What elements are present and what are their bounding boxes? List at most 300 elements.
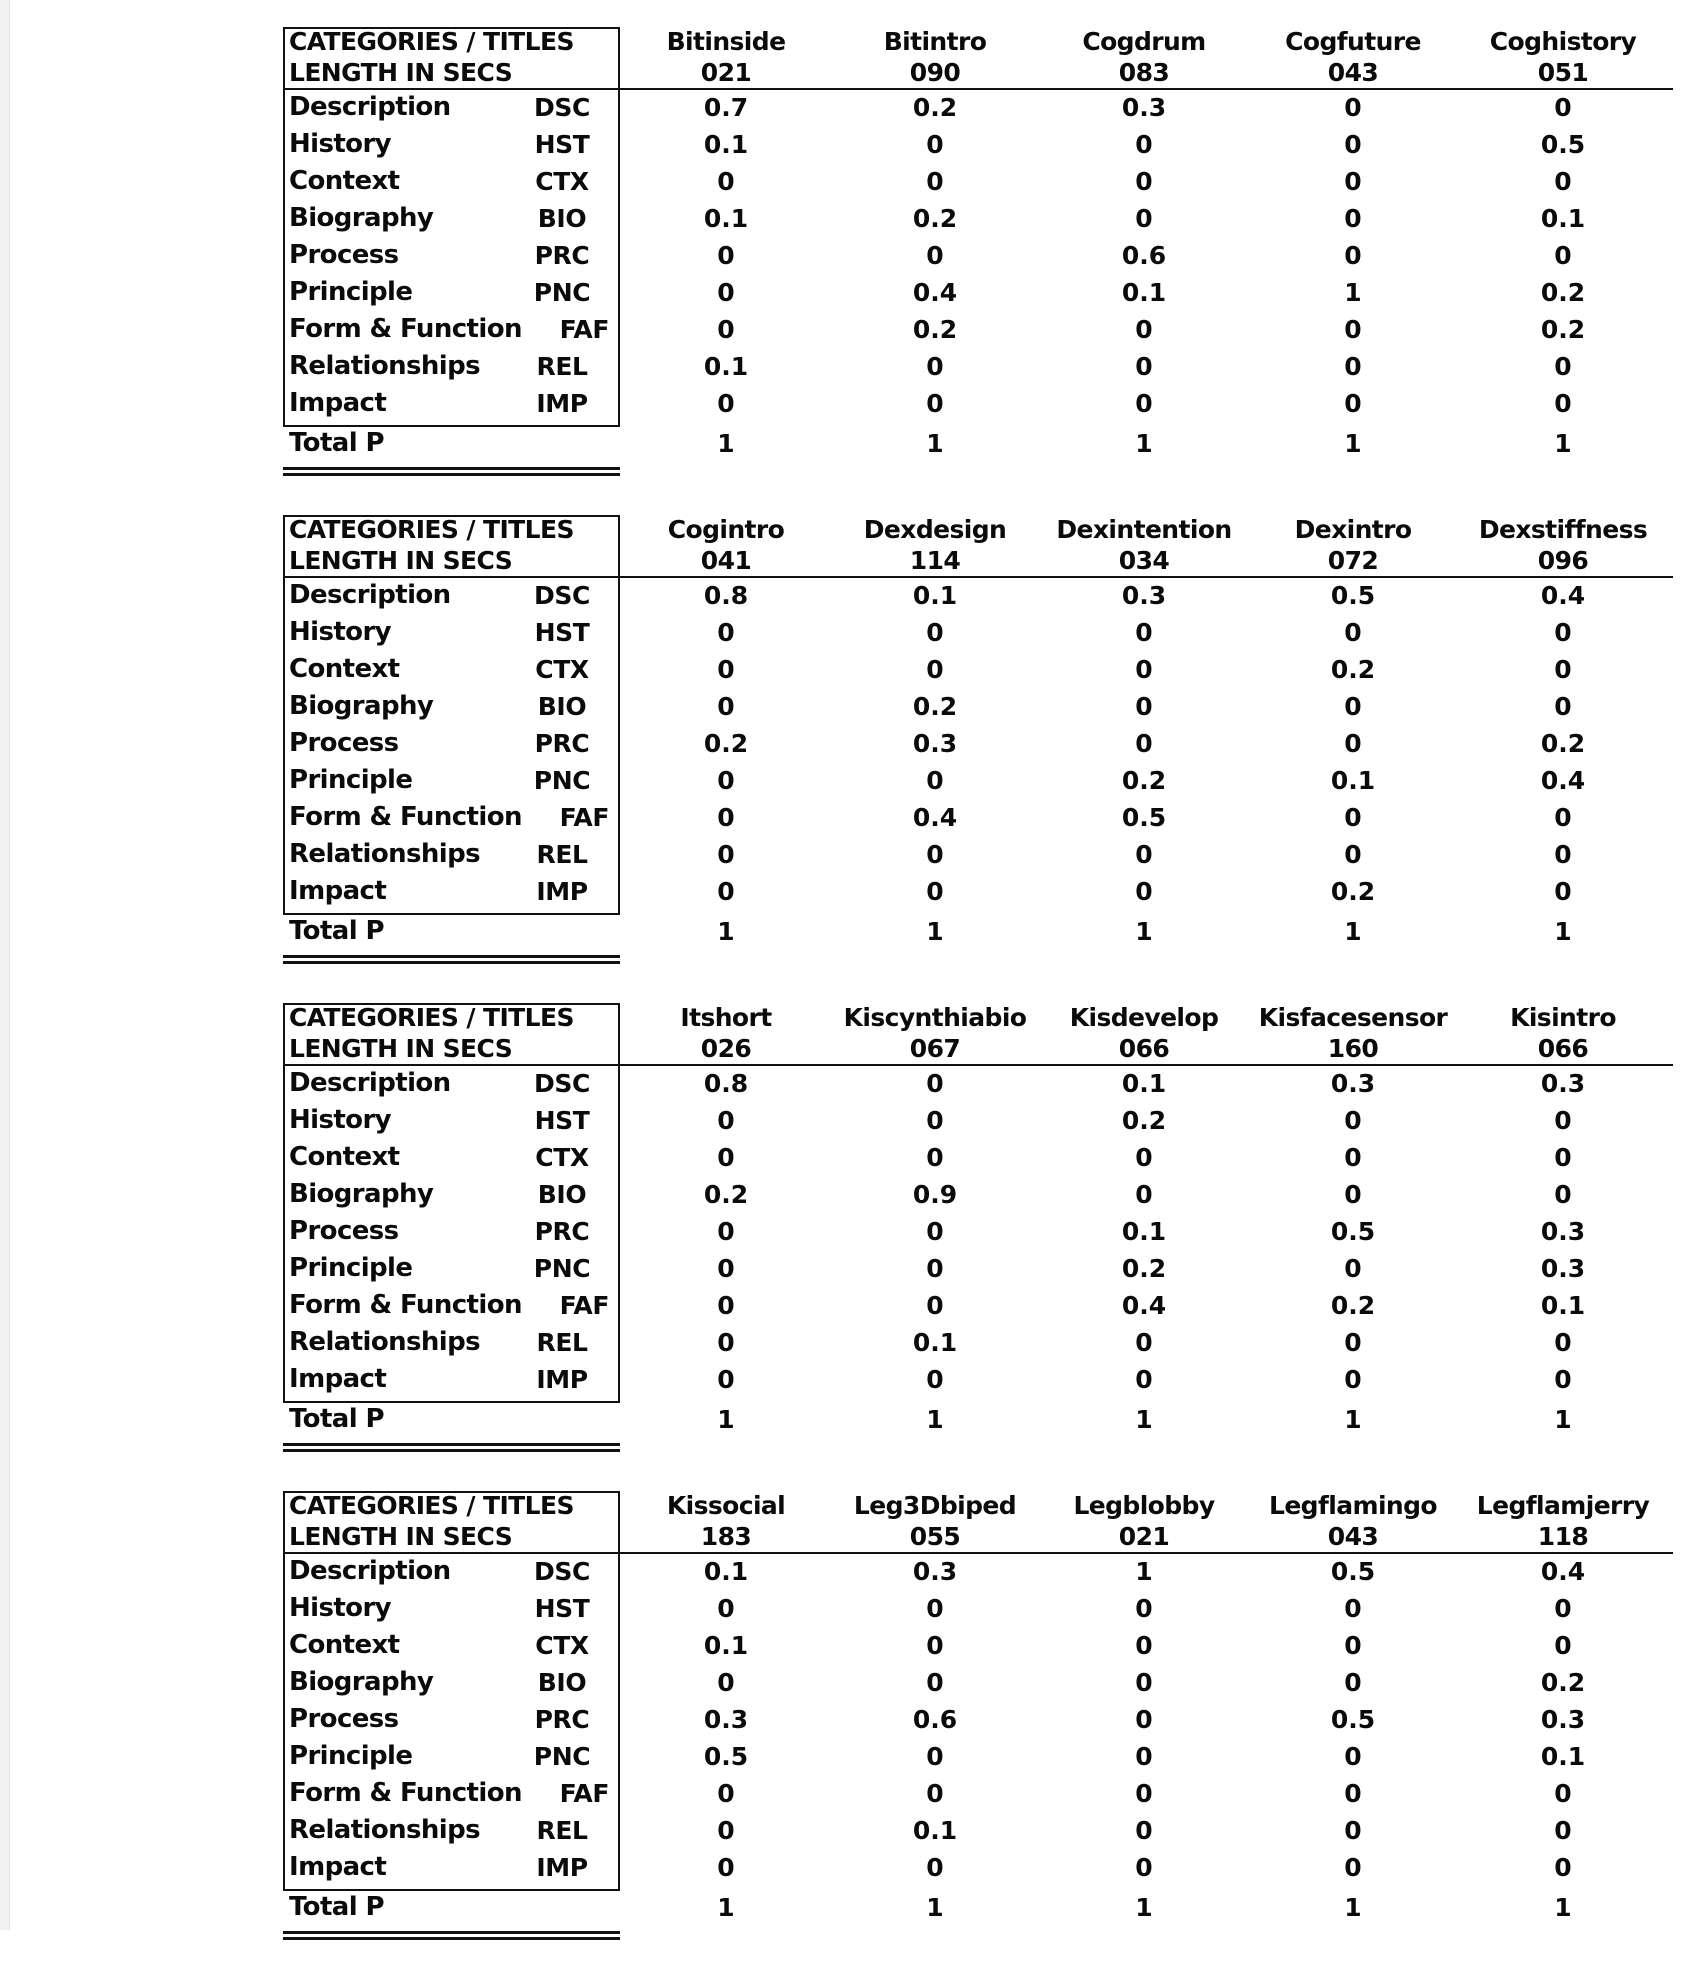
category-code: HST [534,1106,590,1135]
table-row [283,348,1673,385]
value-cell: 0 [1135,655,1153,684]
title-name: Itshort [680,1003,772,1032]
category-name: Description [289,1556,451,1586]
value-cell: 0 [1344,1106,1362,1135]
title-column-header [621,1003,831,1064]
category-table [283,1003,1673,1491]
value-cell: 0 [1554,167,1572,196]
value-cell: 0.3 [1540,1705,1586,1734]
value-cell: 0 [926,1365,944,1394]
value-cell: 0 [1554,692,1572,721]
category-name: History [289,1105,392,1135]
value-cell: 0.5 [1330,1217,1376,1246]
page-left-edge [0,0,10,1930]
table-row [283,1250,1673,1287]
value-cell: 0 [1344,1365,1362,1394]
title-length: 067 [909,1034,961,1063]
category-code: PRC [534,729,590,758]
title-length: 090 [909,58,961,87]
category-code: IMP [536,877,588,906]
table-row [283,725,1673,762]
total-row [283,1401,1673,1438]
value-cell: 0.4 [1540,766,1586,795]
category-name: Form & Function [289,1290,522,1320]
category-name: Relationships [289,1815,481,1845]
value-cell: 0.5 [703,1742,749,1771]
table-row [283,1324,1673,1361]
value-cell: 0.1 [1121,1217,1167,1246]
value-cell: 0 [1344,1779,1362,1808]
table-row [283,1287,1673,1324]
value-cell: 0 [926,241,944,270]
category-name: Description [289,1068,451,1098]
total-double-rule [283,1937,620,1940]
category-code: PRC [534,1705,590,1734]
title-length: 114 [909,546,961,575]
value-cell: 0.2 [912,93,958,122]
category-code: PNC [533,1742,591,1771]
category-code: CTX [535,1631,589,1660]
value-cell: 0 [1554,1816,1572,1845]
length-in-secs-header: LENGTH IN SECS [289,58,513,87]
category-code: BIO [537,1180,587,1209]
category-table [283,515,1673,1003]
value-cell: 0 [1135,204,1153,233]
title-name: Cogintro [667,515,785,544]
table-row [283,1065,1673,1102]
value-cell: 0 [717,655,735,684]
table-row [283,1139,1673,1176]
title-name: Dexintention [1056,515,1232,544]
value-cell: 0.2 [1330,1291,1376,1320]
total-double-rule [283,473,620,476]
total-label: Total P [289,1892,384,1922]
value-cell: 0 [1135,1180,1153,1209]
title-column-header [621,1491,831,1552]
title-name: Dexdesign [863,515,1007,544]
value-cell: 0.6 [1121,241,1167,270]
value-cell: 0.1 [912,1816,958,1845]
value-cell: 0 [717,1291,735,1320]
title-length: 026 [700,1034,752,1063]
value-cell: 0 [717,1328,735,1357]
value-cell: 0.5 [1540,130,1586,159]
title-name: Coghistory [1489,27,1637,56]
value-cell: 0.3 [912,729,958,758]
value-cell: 0 [717,1779,735,1808]
value-cell: 0 [1344,389,1362,418]
value-cell: 0.2 [1540,1668,1586,1697]
total-cell: 1 [1554,917,1572,946]
value-cell: 0 [1135,1705,1153,1734]
table-row [283,237,1673,274]
value-cell: 0 [1554,1106,1572,1135]
title-name: Cogfuture [1285,27,1421,56]
title-name: Kisdevelop [1069,1003,1219,1032]
table-row [283,163,1673,200]
category-name: Biography [289,691,434,721]
value-cell: 0 [717,1254,735,1283]
category-name: Impact [289,388,387,418]
category-code: CTX [535,655,589,684]
title-name: Legblobby [1073,1491,1215,1520]
table-row [283,1701,1673,1738]
value-cell: 0.2 [1121,766,1167,795]
value-cell: 0 [717,389,735,418]
total-cell: 1 [1554,429,1572,458]
title-column-header [1458,515,1668,576]
title-length: 034 [1118,546,1170,575]
length-in-secs-header: LENGTH IN SECS [289,1034,513,1063]
table-row [283,799,1673,836]
category-code: HST [534,618,590,647]
title-column-header [1248,1003,1458,1064]
title-length: 066 [1537,1034,1589,1063]
value-cell: 0 [1344,692,1362,721]
category-name: Form & Function [289,314,522,344]
value-cell: 0.5 [1330,581,1376,610]
value-cell: 0.1 [1540,204,1586,233]
value-cell: 0.2 [1121,1106,1167,1135]
value-cell: 0 [926,1069,944,1098]
value-cell: 0.8 [703,1069,749,1098]
value-cell: 0.7 [703,93,749,122]
total-cell: 1 [926,1893,944,1922]
category-code: BIO [537,204,587,233]
value-cell: 0 [926,840,944,869]
value-cell: 0 [926,1853,944,1882]
value-cell: 0.1 [912,581,958,610]
value-cell: 0 [1135,352,1153,381]
title-name: Dexintro [1294,515,1412,544]
category-code: PNC [533,278,591,307]
value-cell: 0 [1554,1328,1572,1357]
value-cell: 0.2 [912,204,958,233]
title-column-header [1248,515,1458,576]
value-cell: 0 [1344,1328,1362,1357]
value-cell: 0.1 [1121,278,1167,307]
table-row [283,1849,1673,1886]
total-cell: 1 [1135,917,1153,946]
title-name: Cogdrum [1082,27,1206,56]
value-cell: 0 [717,1816,735,1845]
value-cell: 0 [926,389,944,418]
title-length: 183 [700,1522,752,1551]
value-cell: 0 [717,803,735,832]
value-cell: 0 [1554,352,1572,381]
value-cell: 0.2 [1540,315,1586,344]
total-cell: 1 [926,1405,944,1434]
value-cell: 0 [926,618,944,647]
value-cell: 0 [1344,204,1362,233]
value-cell: 0.1 [912,1328,958,1357]
value-cell: 0.4 [1540,581,1586,610]
value-cell: 0 [1344,618,1362,647]
total-cell: 1 [1135,1893,1153,1922]
title-name: Legflamjerry [1476,1491,1650,1520]
total-cell: 1 [1554,1893,1572,1922]
total-cell: 1 [717,1405,735,1434]
category-name: Impact [289,1364,387,1394]
category-name: Relationships [289,1327,481,1357]
title-column-header [830,515,1040,576]
category-name: Biography [289,203,434,233]
value-cell: 0.4 [912,278,958,307]
value-cell: 0.9 [912,1180,958,1209]
value-cell: 0.1 [1540,1291,1586,1320]
value-cell: 0.4 [912,803,958,832]
value-cell: 0 [926,352,944,381]
value-cell: 0 [1135,1816,1153,1845]
table-row [283,1176,1673,1213]
value-cell: 0.3 [1330,1069,1376,1098]
table-row [283,614,1673,651]
value-cell: 0.1 [703,130,749,159]
value-cell: 0.3 [1540,1069,1586,1098]
category-code: FAF [559,803,609,832]
value-cell: 0 [717,167,735,196]
title-name: Leg3Dbiped [853,1491,1017,1520]
title-column-header [1458,1003,1668,1064]
category-code: BIO [537,1668,587,1697]
value-cell: 0 [1135,618,1153,647]
category-code: FAF [559,315,609,344]
value-cell: 0.2 [912,315,958,344]
table-row [283,1102,1673,1139]
value-cell: 0 [717,315,735,344]
value-cell: 0 [1344,840,1362,869]
categories-titles-header: CATEGORIES / TITLES [289,1003,574,1032]
title-length: 096 [1537,546,1589,575]
value-cell: 0.2 [1330,877,1376,906]
value-cell: 0 [717,1594,735,1623]
value-cell: 0 [926,1668,944,1697]
title-length: 118 [1537,1522,1589,1551]
value-cell: 0 [1344,315,1362,344]
category-code: REL [536,1328,588,1357]
total-cell: 1 [926,429,944,458]
total-cell: 1 [717,1893,735,1922]
category-name: Impact [289,1852,387,1882]
title-name: Bitinside [666,27,786,56]
table-row [283,385,1673,422]
title-column-header [1458,1491,1668,1552]
value-cell: 0 [1344,1631,1362,1660]
categories-titles-header: CATEGORIES / TITLES [289,1491,574,1520]
total-row [283,913,1673,950]
value-cell: 0 [1135,1668,1153,1697]
table-row [283,688,1673,725]
value-cell: 0.3 [1121,581,1167,610]
title-name: Dexstiffness [1478,515,1648,544]
value-cell: 0 [1554,618,1572,647]
title-length: 083 [1118,58,1170,87]
value-cell: 0 [1135,315,1153,344]
title-column-header [1039,27,1249,88]
value-cell: 0 [1554,93,1572,122]
value-cell: 0 [1344,167,1362,196]
value-cell: 0.4 [1540,1557,1586,1586]
value-cell: 0 [1554,1779,1572,1808]
value-cell: 0 [1344,93,1362,122]
value-cell: 0 [1344,1853,1362,1882]
value-cell: 0.8 [703,581,749,610]
value-cell: 0 [1344,1594,1362,1623]
table-row [283,1738,1673,1775]
title-length: 043 [1327,1522,1379,1551]
total-cell: 1 [1344,429,1362,458]
table-row [283,274,1673,311]
category-name: Context [289,1142,400,1172]
title-column-header [1039,1003,1249,1064]
value-cell: 0 [717,1143,735,1172]
category-code: CTX [535,167,589,196]
total-double-rule [283,1449,620,1452]
title-column-header [830,27,1040,88]
total-cell: 1 [1135,1405,1153,1434]
total-double-rule [283,955,620,958]
category-table [283,27,1673,515]
value-cell: 0 [1135,167,1153,196]
title-column-header [1248,1491,1458,1552]
value-cell: 0.2 [1540,729,1586,758]
value-cell: 0.1 [703,1631,749,1660]
value-cell: 0 [926,877,944,906]
value-cell: 0 [1554,1180,1572,1209]
category-name: Context [289,166,400,196]
table-row [283,1590,1673,1627]
title-name: Kiscynthiabio [843,1003,1027,1032]
total-cell: 1 [1135,429,1153,458]
category-name: Impact [289,876,387,906]
category-code: DSC [534,1069,590,1098]
categories-titles-header: CATEGORIES / TITLES [289,515,574,544]
value-cell: 0 [717,840,735,869]
value-cell: 0 [1135,692,1153,721]
value-cell: 0 [717,1106,735,1135]
value-cell: 0.3 [703,1705,749,1734]
title-column-header [1039,515,1249,576]
category-name: Principle [289,1741,413,1771]
table-row [283,126,1673,163]
value-cell: 0 [926,766,944,795]
category-table [283,1491,1673,1979]
value-cell: 0 [1554,389,1572,418]
value-cell: 0.3 [1540,1217,1586,1246]
title-column-header [830,1491,1040,1552]
category-code: PRC [534,1217,590,1246]
value-cell: 0 [1135,877,1153,906]
value-cell: 0 [1344,1668,1362,1697]
category-name: Biography [289,1179,434,1209]
title-column-header [621,27,831,88]
value-cell: 0 [926,1779,944,1808]
value-cell: 0.5 [1330,1557,1376,1586]
value-cell: 0.6 [912,1705,958,1734]
value-cell: 0 [1554,803,1572,832]
total-cell: 1 [1344,1405,1362,1434]
total-cell: 1 [1344,1893,1362,1922]
category-code: HST [534,1594,590,1623]
length-in-secs-header: LENGTH IN SECS [289,546,513,575]
total-row [283,425,1673,462]
table-row [283,1553,1673,1590]
table-row [283,89,1673,126]
title-name: Kissocial [666,1491,786,1520]
total-cell: 1 [926,917,944,946]
value-cell: 0 [1554,877,1572,906]
value-cell: 0 [1135,1365,1153,1394]
total-double-rule [283,1931,620,1934]
total-double-rule [283,961,620,964]
value-cell: 0 [1344,803,1362,832]
category-name: Principle [289,1253,413,1283]
value-cell: 0.5 [1121,803,1167,832]
value-cell: 0 [1135,1328,1153,1357]
total-cell: 1 [717,429,735,458]
value-cell: 0 [1135,1742,1153,1771]
title-column-header [830,1003,1040,1064]
value-cell: 0 [1135,1594,1153,1623]
value-cell: 0 [1135,1631,1153,1660]
table-row [283,1812,1673,1849]
value-cell: 0 [717,1217,735,1246]
value-cell: 0 [1554,1853,1572,1882]
value-cell: 0 [1135,1853,1153,1882]
category-code: IMP [536,1365,588,1394]
value-cell: 0 [926,655,944,684]
value-cell: 0.1 [703,352,749,381]
value-cell: 0.1 [703,204,749,233]
value-cell: 0 [1554,840,1572,869]
category-tables [283,27,1673,1979]
category-name: Form & Function [289,1778,522,1808]
title-column-header [1458,27,1668,88]
value-cell: 0 [926,1291,944,1320]
title-name: Kisintro [1510,1003,1616,1032]
value-cell: 0 [926,1143,944,1172]
title-length: 021 [700,58,752,87]
value-cell: 0 [1344,1742,1362,1771]
value-cell: 0 [1135,840,1153,869]
value-cell: 0 [1135,130,1153,159]
value-cell: 0 [1135,729,1153,758]
value-cell: 0 [717,877,735,906]
value-cell: 0 [717,278,735,307]
value-cell: 0 [717,241,735,270]
value-cell: 0.1 [1540,1742,1586,1771]
title-length: 021 [1118,1522,1170,1551]
category-name: Process [289,1216,399,1246]
table-row [283,311,1673,348]
value-cell: 0 [926,1106,944,1135]
table-row [283,762,1673,799]
category-code: REL [536,1816,588,1845]
value-cell: 0 [926,130,944,159]
value-cell: 0 [1344,352,1362,381]
value-cell: 0 [926,167,944,196]
value-cell: 0 [926,1631,944,1660]
category-name: Principle [289,765,413,795]
category-name: Relationships [289,351,481,381]
value-cell: 0 [1554,1631,1572,1660]
title-column-header [621,515,831,576]
category-code: FAF [559,1779,609,1808]
value-cell: 1 [1344,278,1362,307]
value-cell: 0 [926,1254,944,1283]
value-cell: 0.1 [703,1557,749,1586]
value-cell: 0.2 [703,1180,749,1209]
